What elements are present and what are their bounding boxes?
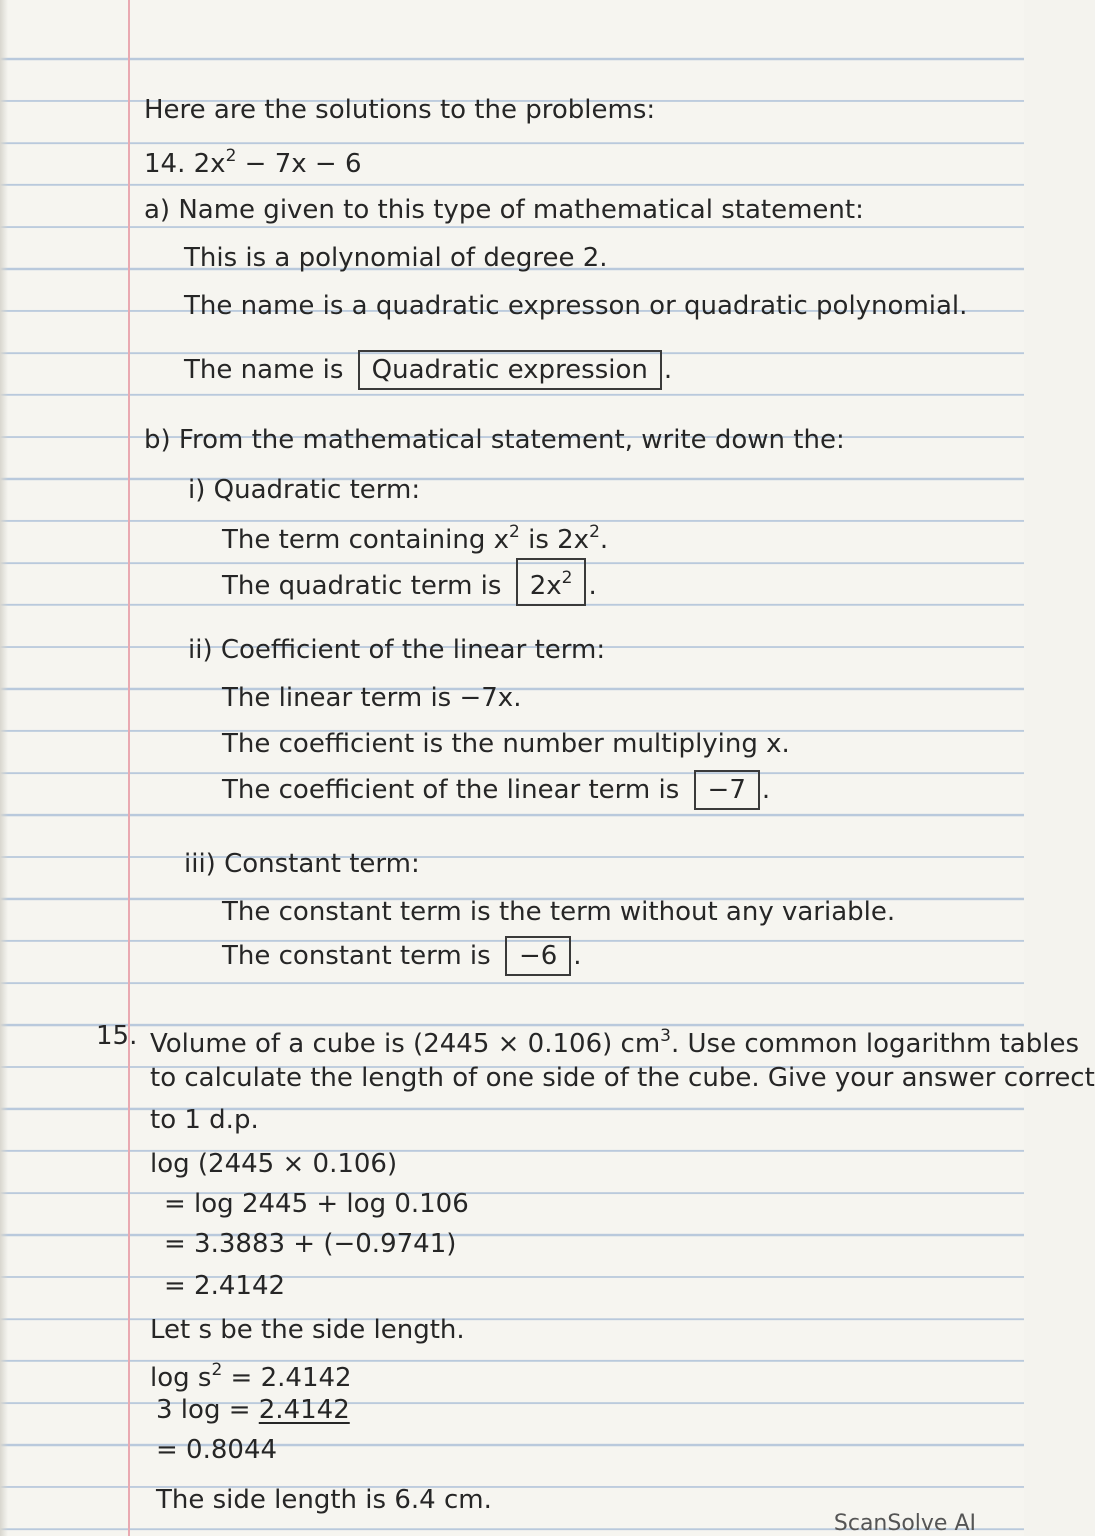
q15-number: 15. xyxy=(96,1021,138,1051)
q14b-i-answer-line: The quadratic term is $2x^2$ . xyxy=(222,558,597,606)
q15-work-4: = 2.4142 xyxy=(164,1271,286,1301)
q14b-iii-answer-box: −6 xyxy=(505,936,571,976)
margin-line xyxy=(128,0,130,1536)
q15-work-8: = 0.8044 xyxy=(156,1435,278,1465)
q14b-ii-answer-box: −7 xyxy=(694,770,760,810)
q14b-iii-heading: iii) Constant term: xyxy=(184,849,420,879)
q14b-iii-line1: The constant term is the term without any variable. xyxy=(222,897,896,927)
q14a-answer-line: The name is Quadratic expression . xyxy=(184,350,672,390)
q15-work-7: 3 log = 2.4142 xyxy=(156,1395,350,1425)
q14b-i-heading: i) Quadratic term: xyxy=(188,475,421,505)
q14b-ii-line1: The linear term is −7x. xyxy=(222,683,522,713)
q15-work-2: = log 2445 + log 0.106 xyxy=(164,1189,469,1219)
q15-line2: to calculate the length of one side of the cube. Give your answer correct xyxy=(150,1063,1095,1093)
q14b-ii-heading: ii) Coefficient of the linear term: xyxy=(188,635,606,665)
q14b-iii-answer-line: The constant term is −6 . xyxy=(222,936,582,976)
q15-line1: Volume of a cube is (2445 × 0.106) $cm^3$. Use common logarithm tables xyxy=(150,1026,1079,1059)
q15-work-1: log (2445 × 0.106) xyxy=(150,1149,398,1179)
watermark-text: ScanSolve AI xyxy=(833,1511,976,1536)
q14-expr: $2x^2 - 7x - 6$ xyxy=(193,146,362,179)
q15-conclusion: The side length is 6.4 cm. xyxy=(156,1485,492,1515)
q15-fraction-numerator: 2.4142 xyxy=(258,1395,350,1425)
q14-expression xyxy=(144,140,362,180)
q14a-answer-box: Quadratic expression xyxy=(358,350,662,390)
page-edge xyxy=(0,0,8,1536)
q15-work-3: = 3.3883 + (−0.9741) xyxy=(164,1229,457,1259)
q14b-ii-line2: The coefficient is the number multiplying x. xyxy=(222,729,790,759)
q14-number: 14. xyxy=(144,149,186,179)
q14b-ii-answer-line: The coefficient of the linear term is −7 . xyxy=(222,770,770,810)
q15-work-6: $\log s^2 = 2.4142$ xyxy=(150,1360,352,1393)
q14b-heading: b) From the mathematical statement, write down the: xyxy=(144,425,845,455)
q14b-i-answer-box: $2x^2$ xyxy=(516,558,587,606)
q14b-i-line1: The term containing $x^2$ is $2x^2$. xyxy=(222,522,609,555)
q14a-line2: The name is a quadratic expresson or quadratic polynomial. xyxy=(184,291,968,321)
q14a-line1: This is a polynomial of degree 2. xyxy=(184,243,608,273)
q15-line3: to 1 d.p. xyxy=(150,1105,259,1135)
intro-text: Here are the solutions to the problems: xyxy=(144,95,656,125)
q14a-heading: a) Name given to this type of mathematical statement: xyxy=(144,195,864,225)
q15-work-5: Let s be the side length. xyxy=(150,1315,465,1345)
